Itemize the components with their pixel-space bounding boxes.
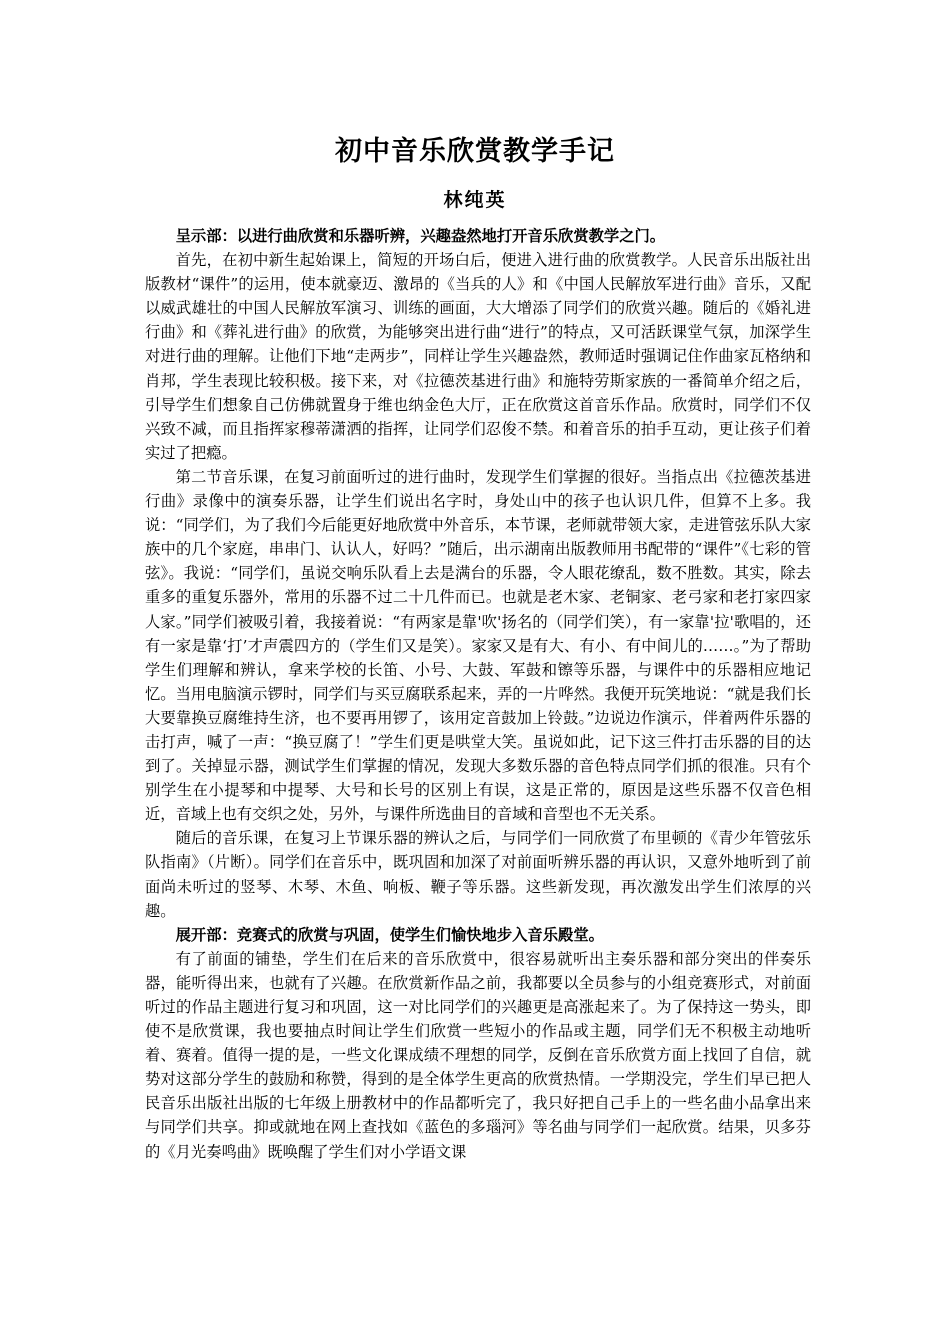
section-heading-exposition: 呈示部：以进行曲欣赏和乐器听辨，兴趣盎然地打开音乐欣赏教学之门。: [175, 227, 666, 245]
body-paragraph: 有了前面的铺垫，学生们在后来的音乐欣赏中，很容易就听出主奏乐器和部分突出的伴奏乐器，能听得出来，也就有了兴趣。在欣赏新作品之前，我都要以全员参与的小组竞赛形式，对前面听过的作品主题进行复习和巩固，这一对比同学们的兴趣更是高涨起来了。为了保持这一势头，即使不是欣赏课，我也要抽点时间让学生们欣赏一些短小的作品或主题，同学们无不积极主动地听着、赛着。值得一提的是，一些文化课成绩不理想的同学，反倒在音乐欣赏方面上找回了自信，就势对这部分学生的鼓励和称赞，得到的是全体学生更高的欣赏热情。一学期没完，学生们早已把人民音乐出版社出版的七年级上册教材中的作品都听完了，我只好把自己手上的一些名曲小品拿出来与同学们共享。抑或就地在网上查找如《蓝色的多瑙河》等名曲与同学们一起欣赏。结果，贝多芬的《月光奏鸣曲》既唤醒了学生们对小学语文课: [145, 949, 811, 1161]
document-title: 初中音乐欣赏教学手记: [335, 136, 615, 167]
body-paragraph: 第二节音乐课，在复习前面听过的进行曲时，发现学生们掌握的很好。当指点出《拉德茨基进行曲》录像中的演奏乐器，让学生们说出名字时，身处山中的孩子也认识几件，但算不上多。我说：“同学们，为了我们今后能更好地欣赏中外音乐，本节课，老师就带领大家，走进管弦乐队大家族中的几个家庭，串串门、认认人，好吗？”随后，出示湖南出版教师用书配带的“课件”《七彩的管弦》。我说：“同学们，虽说交响乐队看上去是满台的乐器，令人眼花缭乱，数不胜数。其实，除去重多的重复乐器外，常用的乐器不过二十几件而已。也就是老木家、老铜家、老弓家和老打家四家人家。”同学们被吸引着，我接着说：“有两家是靠'吹'扬名的（同学们笑），有一家靠'拉'歌唱的，还有一家是靠‘打’才声震四方的（学生们又是笑）。家家又是有大、有小、有中间儿的……。”为了帮助学生们理解和辨认，拿来学校的长笛、小号、大鼓、军鼓和镲等乐器，与课件中的乐器相应地记忆。当用电脑演示锣时，同学们与买豆腐联系起来，弄的一片哗然。我便开玩笑地说：“就是我们长大要靠换豆腐维持生济，也不要再用锣了，该用定音鼓加上铃鼓。”边说边作演示，伴着两件乐器的击打声，喊了一声：“换豆腐了！”学生们更是哄堂大笑。虽说如此，记下这三件打击乐器的目的达到了。关掉显示器，测试学生们掌握的情况，发现大多数乐器的音色特点同学们抓的很准。只有个别学生在小提琴和中提琴、大号和长号的区别上有误，这是正常的，原因是这些乐器不仅音色相近，音域上也有交织之处，另外，与课件所选曲目的音域和音型也不无关系。: [145, 467, 811, 824]
document-body: [145, 224, 811, 1164]
document-author: 林纯英: [443, 189, 507, 211]
body-paragraph: 随后的音乐课，在复习上节课乐器的辨认之后，与同学们一同欣赏了布里顿的《青少年管弦乐队指南》（片断）。同学们在音乐中，既巩固和加深了对前面听辨乐器的再认识，又意外地听到了前面尚未听过的竖琴、木琴、木鱼、响板、鞭子等乐器。这些新发现，再次激发出学生们浓厚的兴趣。: [145, 829, 811, 920]
section-heading-development: 展开部：竞赛式的欣赏与巩固，使学生们愉快地步入音乐殿堂。: [175, 925, 604, 944]
body-paragraph: 首先，在初中新生起始课上，简短的开场白后，便进入进行曲的欣赏教学。人民音乐出版社出版教材“课件”的运用，使本就豪迈、激昂的《当兵的人》和《中国人民解放军进行曲》音乐，又配以威武雄壮的中国人民解放军演习、训练的画面，大大增添了同学们的欣赏兴趣。随后的《婚礼进行曲》和《葬礼进行曲》的欣赏，为能够突出进行曲“进行”的特点，又可活跃课堂气氛，加深学生对进行曲的理解。让他们下地“走两步”，同样让学生兴趣盎然，教师适时强调记住作曲家瓦格纳和肖邦，学生表现比较积极。接下来，对《拉德茨基进行曲》和施特劳斯家族的一番简单介绍之后，引导学生们想象自己仿佛就置身于维也纳金色大厅，正在欣赏这首音乐作品。欣赏时，同学们不仅兴致不减，而且指挥家穆蒂潇洒的指挥，让同学们忍俊不禁。和着音乐的拍手互动，更让孩子们着实过了把瘾。: [145, 251, 811, 462]
